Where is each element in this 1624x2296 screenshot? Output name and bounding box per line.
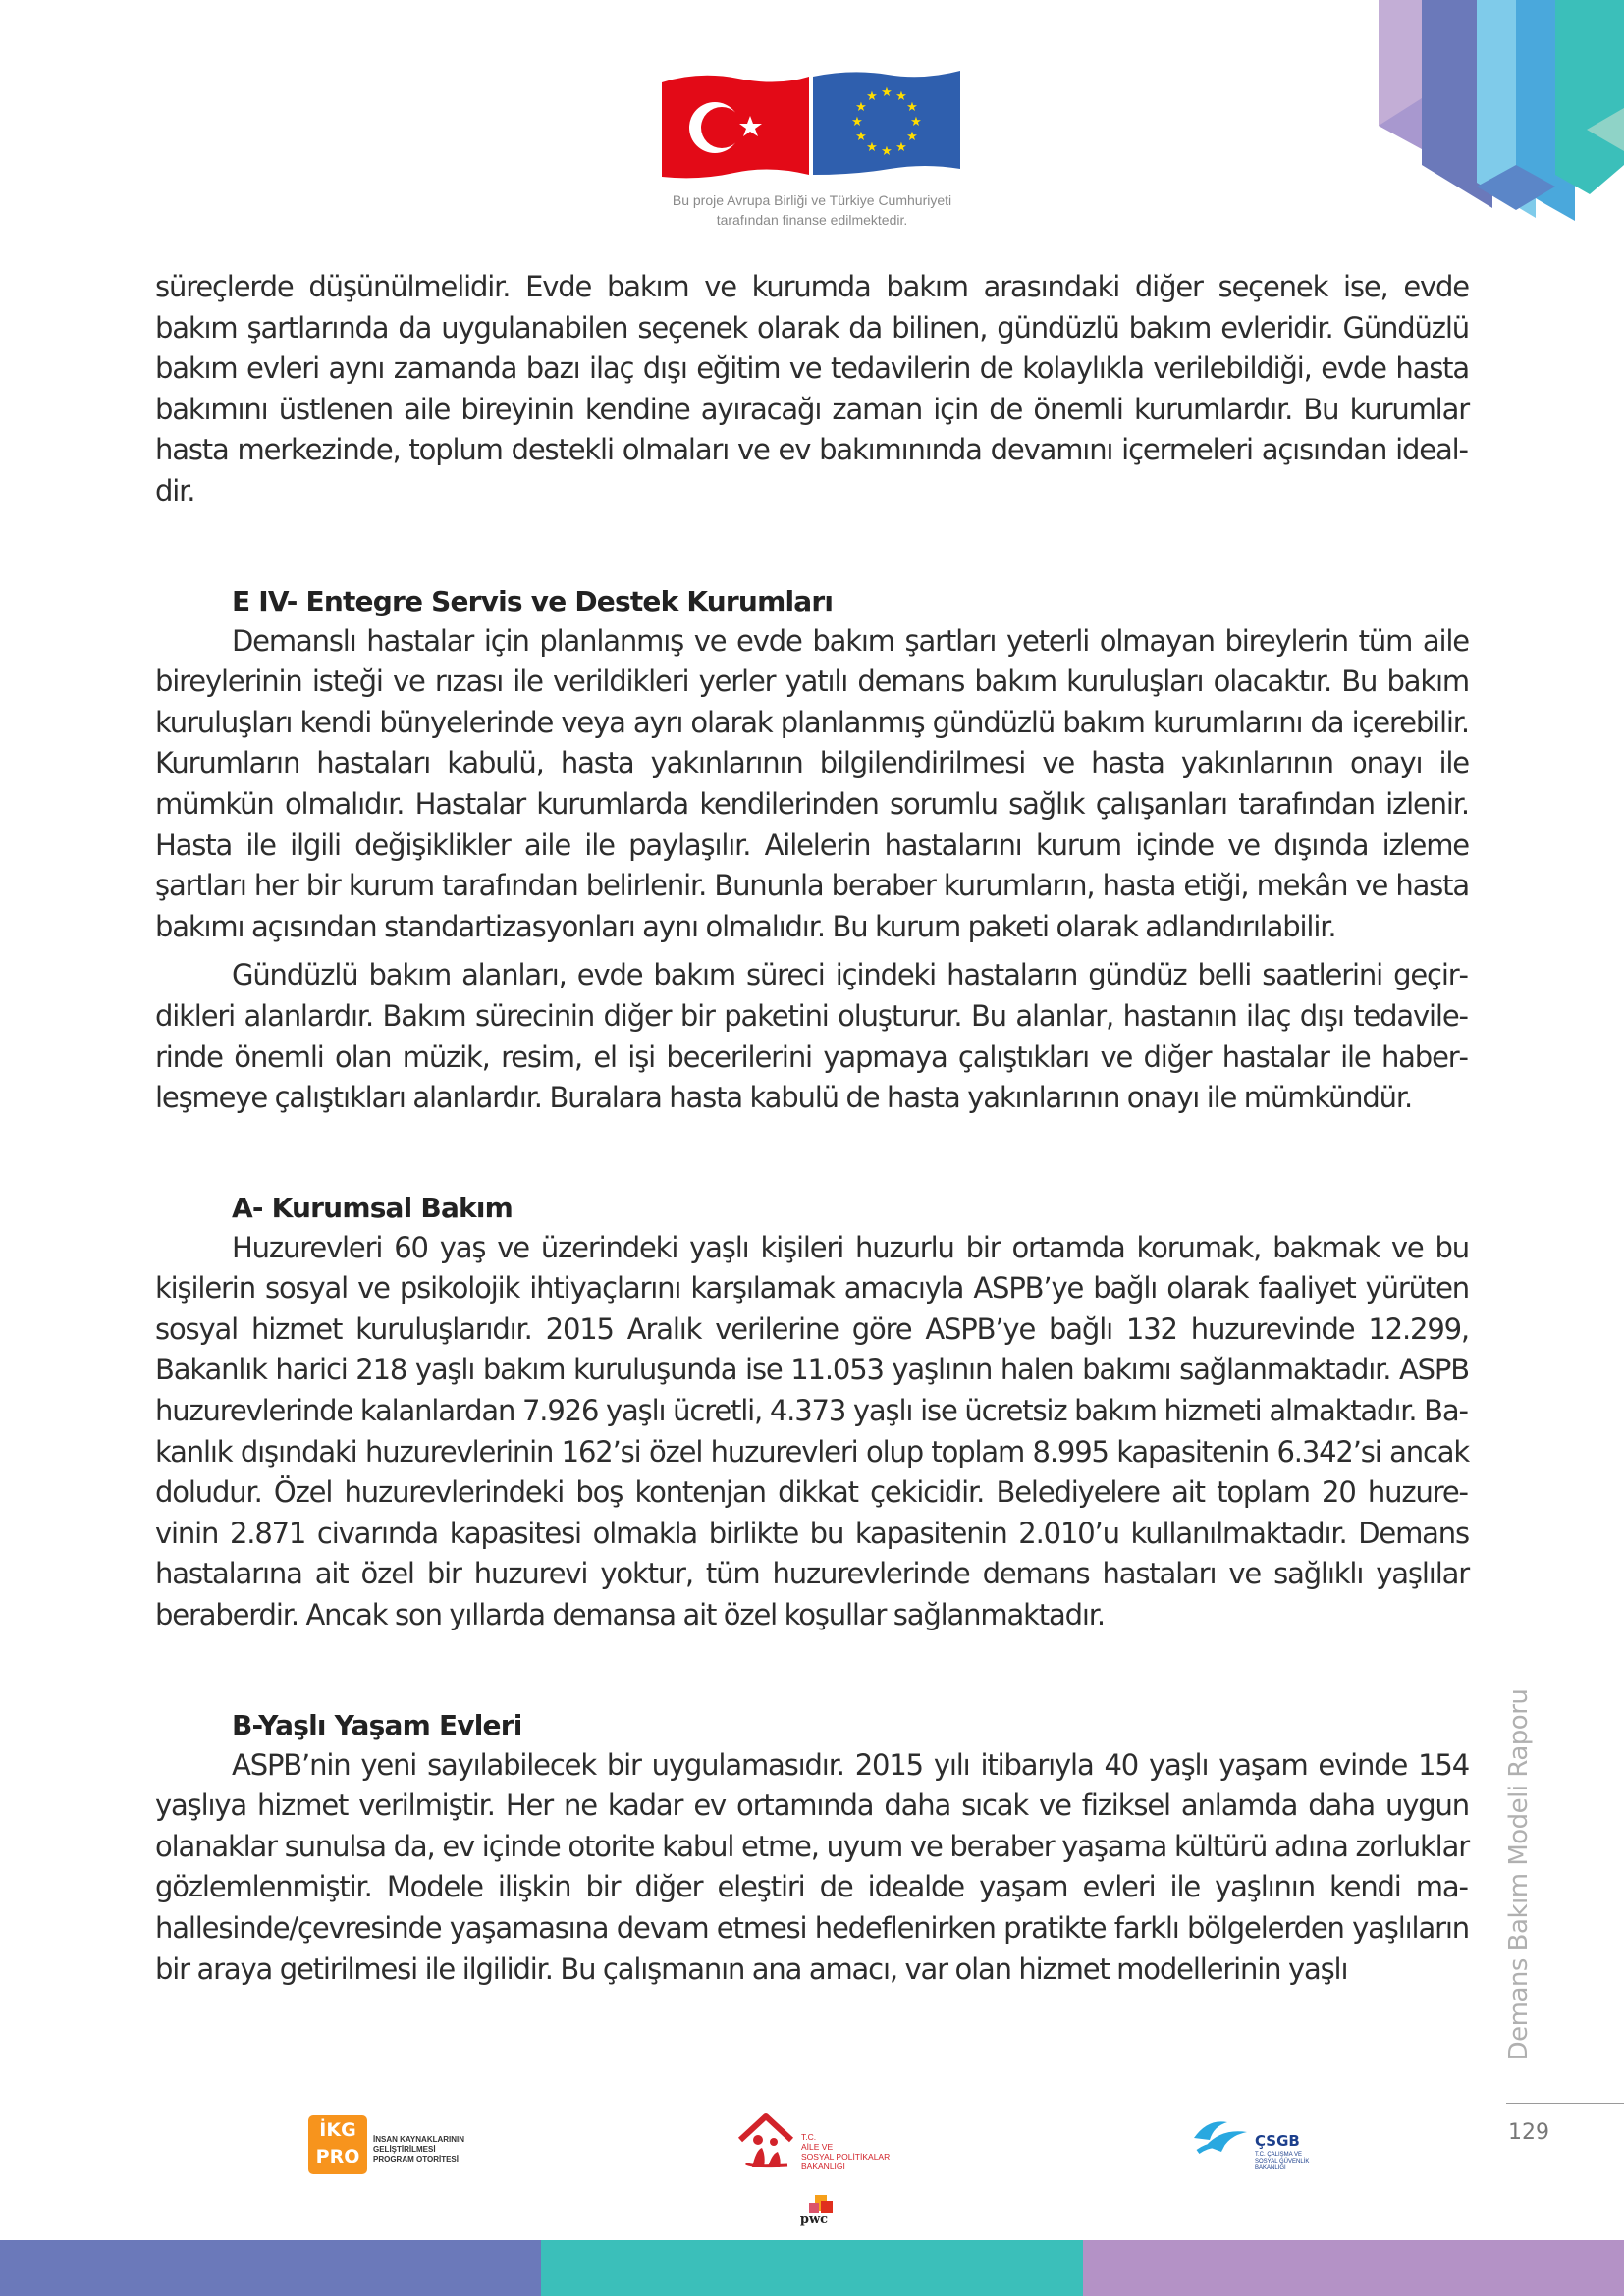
footer-color-bar xyxy=(0,2240,1624,2296)
pwc-logo xyxy=(791,2193,837,2232)
turkey-eu-flags xyxy=(660,67,964,185)
svg-text:★: ★ xyxy=(855,130,867,144)
pwc-text: pwc xyxy=(799,2213,829,2227)
corner-decoration xyxy=(1379,0,1624,240)
report-title-vertical: Demans Bakım Modeli Raporu xyxy=(1504,1688,1534,2061)
page-number: 129 xyxy=(1508,2120,1549,2145)
svg-text:★: ★ xyxy=(910,115,922,130)
svg-text:★: ★ xyxy=(866,89,878,104)
svg-text:★: ★ xyxy=(895,140,907,155)
csgb-text-1: T.C. ÇALIŞMA VE xyxy=(1255,2152,1303,2158)
section-heading-kurumsal-bakim: A- Kurumsal Bakım xyxy=(232,1191,514,1224)
svg-text:★: ★ xyxy=(866,140,878,155)
csgb-wave-icon xyxy=(1188,2112,1257,2162)
svg-text:★: ★ xyxy=(855,100,867,115)
aile-bakanligi-logo xyxy=(736,2110,893,2179)
csgb-logo xyxy=(1188,2112,1335,2175)
aile-text-3: SOSYAL POLİTİKALAR xyxy=(801,2152,891,2162)
paragraph-yasli-yasam-evleri: ASPB’nin yeni sayılabilecek bir uygulamasıdır. 2015 yılı itibarıyla 40 yaşlı yaşam evinde 154 yaşlıya hizmet verilmiştir. Her ne kadar ev ortamında daha sıcak ve fiziksel anlamda daha uygun olanaklar sunulsa da, ev içinde otorite kabul etme, uyum ve beraber yaşama kültürü adına zorluklar gözlemlenmiştir. Modele ilişkin bir diğer eleştiri de idealde yaşam evleri ile yaşlının kendi mahallesinde/çevresinde yaşamasına devam etmesi hedeflenirken pratikte farklı bölgelerden yaşlıların bir araya getirilmesi ile ilgilidir. Bu çalışmanın ana amacı, var olan hizmet modellerinin yaşlı xyxy=(155,1747,1469,1986)
aile-text-1: T.C. xyxy=(801,2132,817,2142)
sidebar-divider xyxy=(1506,2103,1624,2104)
ikg-text-1: İNSAN KAYNAKLARININ xyxy=(373,2135,465,2144)
csgb-name: ÇSGB xyxy=(1255,2132,1300,2150)
funding-line-2: tarafından finanse edilmektedir. xyxy=(716,212,908,228)
footer-bar-teal xyxy=(541,2240,1082,2296)
paragraph-intro: süreçlerde düşünülmelidir. Evde bakım ve kurumda bakım arasındaki diğer seçenek ise, evde bakım şartlarında da uygulanabilen seçenek olarak da bilinen, gündüzlü bakım evleridir. Gündüzlü bakım evleri aynı zamanda bazı ilaç dışı eğitim ve tedavilerin de kolaylıkla verilebildiği, evde hasta bakımını üstlenen aile bireyinin kendine ayıracağı zaman için de önemli kurumlardır. Bu kurumlar hasta merkezinde, toplum destekli olmaları ve ev bakımınında devamını içermeleri açısından idealdir. xyxy=(155,270,1469,507)
family-house-icon xyxy=(736,2110,799,2171)
csgb-text-3: BAKANLIĞI xyxy=(1255,2165,1286,2171)
footer-bar-lavender xyxy=(1083,2240,1624,2296)
ikg-logo-top: İKG xyxy=(319,2119,356,2141)
svg-text:★: ★ xyxy=(881,144,893,159)
footer-bar-indigo xyxy=(0,2240,541,2296)
svg-text:★: ★ xyxy=(851,115,863,130)
ikg-pro-logo xyxy=(308,2115,475,2176)
svg-text:★: ★ xyxy=(895,89,907,104)
paragraph-entegre-1: Demanslı hastalar için planlanmış ve evde bakım şartları yeterli olmayan bireylerin tüm aile bireylerinin isteği ve rızası ile verildikleri yerler yatılı demans bakım kuruluşları olacaktır. Bu bakım kuruluşları kendi bünyelerinde veya ayrı olarak planlanmış gündüzlü bakım kurumlarını da içerebilir. Kurumların hastaları kabulü, hasta yakınlarının bilgilendirilmesi ve hasta yakınlarının onayı ile mümkün olmalıdır. Hastalar kurumlarda kendilerinden sorumlu sağlık çalışanları tarafından izlenir. Hasta ile ilgili değişiklikler aile ile paylaşılır. Ailelerin hastalarını kurum içinde ve dışında izleme şartları her bir kurum tarafından belirlenir. Bununla beraber kurumların, hasta etiği, mekân ve hasta bakımı açısından standartizasyonları aynı olmalıdır. Bu kurum paketi olarak adlandırılabilir. xyxy=(155,623,1469,943)
svg-text:★: ★ xyxy=(881,85,893,100)
aile-text-2: AİLE VE xyxy=(801,2142,834,2152)
funding-statement xyxy=(589,190,1035,230)
ikg-text-2: GELİŞTİRİLMESİ xyxy=(373,2145,436,2154)
aile-text-4: BAKANLIĞI xyxy=(801,2162,845,2171)
svg-text:★: ★ xyxy=(906,130,918,144)
section-heading-entegre-servis: E IV- Entegre Servis ve Destek Kurumları xyxy=(232,584,834,617)
ikg-logo-bottom: PRO xyxy=(315,2146,360,2167)
csgb-text-2: SOSYAL GÜVENLİK xyxy=(1255,2159,1310,2164)
funding-line-1: Bu proje Avrupa Birliği ve Türkiye Cumhuriyeti xyxy=(672,192,952,208)
ikg-text-3: PROGRAM OTORİTESİ xyxy=(373,2155,459,2163)
pwc-mark-icon xyxy=(791,2193,837,2215)
document-body xyxy=(155,267,1469,1990)
paragraph-kurumsal-bakim: Huzurevleri 60 yaş ve üzerindeki yaşlı kişileri huzurlu bir ortamda korumak, bakmak ve bu kişilerin sosyal ve psikolojik ihtiyaçlarını karşılamak amacıyla ASPB’ye bağlı olarak faaliyet yürüten sosyal hizmet kuruluşlarıdır. 2015 Aralık verilerine göre ASPB’ye bağlı 132 huzurevinde 12.299, Bakanlık harici 218 yaşlı bakım kuruluşunda ise 11.053 yaşlının halen bakımı sağlanmaktadır. ASPB huzurevlerinde kalanlardan 7.926 yaşlı ücretli, 4.373 yaşlı ise ücretsiz bakım hizmeti almaktadır. Bakanlık dışındaki huzurevlerinin 162’si özel huzurevleri olup toplam 8.995 kapasitenin 6.342’si ancak doludur. Özel huzurevlerindeki boş kontenjan dikkat çekicidir. Belediyelere ait toplam 20 huzurevinin 2.871 civarında kapasitesi olmakla birlikte bu kapasitenin 2.010’u kullanılmaktadır. Demans hastalarına ait özel bir huzurevi yoktur, tüm huzurevlerinde demans hastaları ve sağlıklı yaşlılar beraberdir. Ancak son yıllarda demansa ait özel koşullar sağlanmaktadır. xyxy=(155,1230,1469,1632)
svg-text:★: ★ xyxy=(906,100,918,115)
section-heading-yasli-yasam-evleri: B-Yaşlı Yaşam Evleri xyxy=(232,1708,522,1741)
paragraph-entegre-2: Gündüzlü bakım alanları, evde bakım süreci içindeki hastaların gündüz belli saatlerini geçirdikleri alanlardır. Bakım sürecinin diğer bir paketini oluşturur. Bu alanlar, hastanın ilaç dışı tedavilerinde önemli olan müzik, resim, el işi becerilerini yapmaya çalıştıkları ve diğer hastalar ile haberleşmeye çalıştıkları alanlardır. Buralara hasta kabulü de hasta yakınlarının onayı ile mümkündür. xyxy=(155,958,1469,1115)
